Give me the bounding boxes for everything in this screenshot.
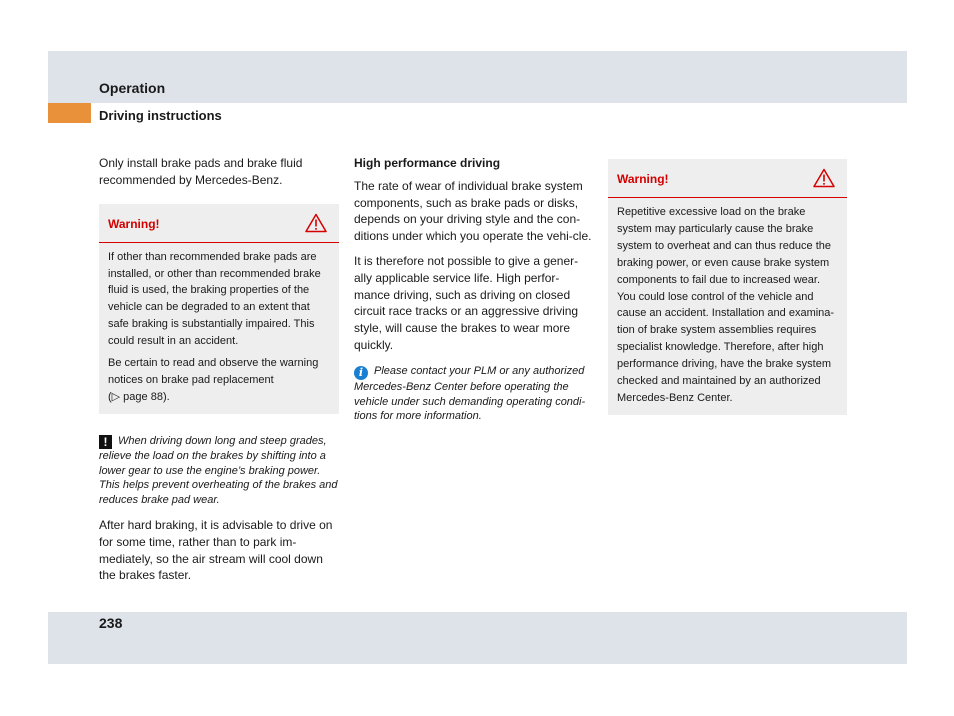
page-reference: (▷ page 88). bbox=[108, 390, 170, 403]
info-icon: i bbox=[354, 366, 368, 380]
column-2 bbox=[354, 155, 594, 424]
intro-text: Only install brake pads and brake fluid recommended by Mercedes-Benz. bbox=[99, 156, 303, 187]
section-tab bbox=[48, 103, 91, 123]
warning-text: Repetitive excessive load on the brake system may particularly cause the brake system to overheat and can thus reduce the braking power, or even cause brake system components to fail due to increased wear. You could lose control of the vehicle and cause an accident. Installation and examina-tion of brake system assemblies requires specialist knowledge. Therefore, after high performance driving, have the brake system checked and maintained by an authorized Mercedes-Benz Center. bbox=[617, 206, 835, 404]
warning-triangle-icon bbox=[305, 213, 327, 233]
subsection-title: Driving instructions bbox=[99, 108, 222, 123]
warning-label: Warning! bbox=[108, 216, 160, 231]
footer-band bbox=[48, 612, 907, 664]
warning-triangle-icon bbox=[813, 168, 835, 188]
paragraph: The rate of wear of individual brake system components, such as brake pads or disks, depends on your driving style and the con-ditions under which you operate the vehi-cle. bbox=[354, 178, 592, 244]
after-braking-text: After hard braking, it is advisable to drive on for some time, rather than to park im-mediately, so the air stream will cool down the brakes faster. bbox=[99, 517, 333, 583]
column-1 bbox=[99, 155, 339, 584]
page-number: 238 bbox=[99, 615, 123, 631]
warning-body bbox=[99, 243, 339, 414]
header-band bbox=[48, 51, 907, 103]
warning-box bbox=[608, 159, 847, 415]
exclamation-icon: ! bbox=[99, 435, 112, 449]
paragraph: It is therefore not possible to give a gener-ally applicable service life. High perfor-mance driving, such as driving on closed circuit race tracks or an aggressive driving style, will cause the brakes to wear more quickly. bbox=[354, 253, 579, 352]
info-note: i Please contact your PLM or any authorized Mercedes-Benz Center before operating the vehicle under such demanding operating condi-tions for more information. bbox=[354, 364, 586, 423]
warning-header bbox=[99, 204, 339, 243]
warning-body bbox=[608, 198, 847, 415]
warning-label: Warning! bbox=[617, 172, 669, 186]
subheading: High performance driving bbox=[354, 156, 501, 170]
column-3 bbox=[608, 159, 847, 415]
section-title: Operation bbox=[99, 80, 166, 96]
warning-header bbox=[608, 159, 847, 198]
warning-text: If other than recommended brake pads are installed, or other than recommended brake fluid is used, the braking properties of the vehicle can be degraded to an extent that safe braking is substantially impaired. This could result in an accident. bbox=[108, 250, 321, 348]
caution-note: ! When driving down long and steep grades, relieve the load on the brakes by shifting into a lower gear to use the engine’s braking power. This helps prevent overheating of the brakes and reduces brake pad wear. bbox=[99, 434, 338, 507]
warning-box bbox=[99, 204, 339, 414]
warning-text: Be certain to read and observe the warning notices on brake pad replacement (▷ page 88). bbox=[108, 357, 319, 403]
